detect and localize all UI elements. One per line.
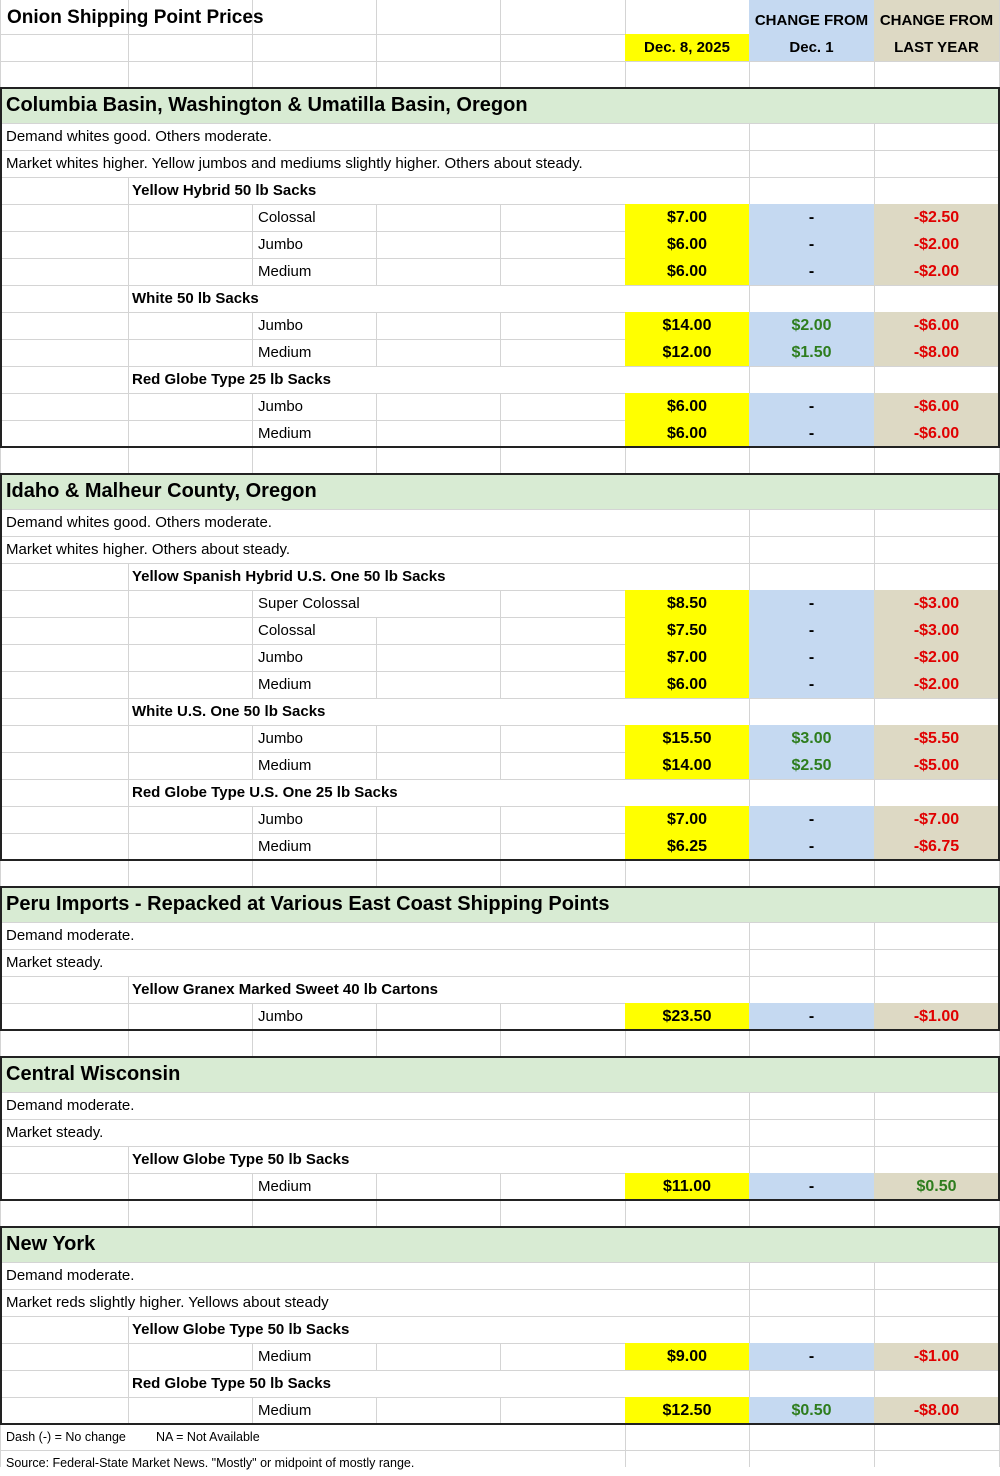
change-year-value: -$1.00 (913, 1008, 960, 1025)
change-week-value: - (808, 398, 815, 415)
product-label: Yellow Spanish Hybrid U.S. One 50 lb Sacks (132, 568, 446, 585)
price-value: $7.50 (666, 622, 708, 639)
product-label: Yellow Globe Type 50 lb Sacks (132, 1151, 350, 1168)
change-year-value: $0.50 (916, 1178, 957, 1195)
change-week-value: $3.00 (791, 730, 832, 747)
section-title: New York (6, 1233, 96, 1255)
change-week-value: - (808, 1178, 815, 1195)
size-label: Medium (258, 757, 312, 774)
change-week-value: - (808, 236, 815, 253)
market-text: Market reds slightly higher. Yellows about steady (6, 1294, 329, 1311)
change-year-value: -$2.00 (913, 649, 960, 666)
product-label: Red Globe Type U.S. One 25 lb Sacks (132, 784, 398, 801)
change-year-value: -$2.00 (913, 676, 960, 693)
change-year-value: -$6.75 (913, 838, 960, 855)
product-label: White 50 lb Sacks (132, 290, 259, 307)
demand-text: Demand moderate. (6, 1267, 135, 1284)
price-value: $6.00 (666, 425, 708, 442)
price-value: $7.00 (666, 811, 708, 828)
demand-text: Demand whites good. Others moderate. (6, 514, 272, 531)
market-text: Market steady. (6, 954, 104, 971)
size-label: Jumbo (258, 649, 304, 666)
section-title: Peru Imports - Repacked at Various East Coast Shipping Points (6, 893, 610, 915)
size-label: Medium (258, 263, 312, 280)
price-value: $7.00 (666, 209, 708, 226)
size-label: Jumbo (258, 236, 304, 253)
size-label: Medium (258, 676, 312, 693)
change-year-value: -$8.00 (913, 344, 960, 361)
size-label: Super Colossal (258, 595, 360, 612)
price-value: $8.50 (666, 595, 708, 612)
change-year-value: -$1.00 (913, 1348, 960, 1365)
price-value: $11.00 (662, 1178, 712, 1195)
change-week-value: - (808, 263, 815, 280)
demand-text: Demand whites good. Others moderate. (6, 128, 272, 145)
product-label: Red Globe Type 25 lb Sacks (132, 371, 331, 388)
price-value: $6.00 (666, 263, 708, 280)
change-year-value: -$7.00 (913, 811, 960, 828)
market-text: Market whites higher. Others about steady. (6, 541, 291, 558)
price-value: $14.00 (662, 317, 712, 334)
source-note: Source: Federal-State Market News. "Mostly" or midpoint of mostly range. (6, 1456, 415, 1470)
change-week-value: - (808, 1008, 815, 1025)
price-value: $12.00 (662, 344, 712, 361)
change-year-title: CHANGE FROM (879, 12, 994, 29)
price-value: $7.00 (666, 649, 708, 666)
change-week-value: - (808, 1348, 815, 1365)
change-week-value: - (808, 811, 815, 828)
section-title: Central Wisconsin (6, 1063, 181, 1085)
size-label: Medium (258, 1402, 312, 1419)
demand-text: Demand moderate. (6, 927, 135, 944)
price-value: $15.50 (662, 730, 712, 747)
price-value: $6.25 (666, 838, 708, 855)
change-week-value: $0.50 (791, 1402, 832, 1419)
size-label: Jumbo (258, 730, 304, 747)
change-year-value: -$6.00 (913, 398, 960, 415)
change-week-value: $2.50 (791, 757, 832, 774)
change-year-value: -$2.00 (913, 236, 960, 253)
price-value: $6.00 (666, 398, 708, 415)
change-week-value: - (808, 676, 815, 693)
product-label: Yellow Globe Type 50 lb Sacks (132, 1321, 350, 1338)
change-year-value: -$6.00 (913, 317, 960, 334)
price-value: $6.00 (666, 236, 708, 253)
price-value: $23.50 (662, 1008, 712, 1025)
change-week-value: $1.50 (791, 344, 832, 361)
product-label: White U.S. One 50 lb Sacks (132, 703, 326, 720)
section-title: Idaho & Malheur County, Oregon (6, 480, 317, 502)
change-year-value: -$3.00 (913, 595, 960, 612)
size-label: Jumbo (258, 1008, 304, 1025)
price-value: $14.00 (662, 757, 712, 774)
market-text: Market steady. (6, 1124, 104, 1141)
change-year-value: -$5.50 (913, 730, 960, 747)
size-label: Jumbo (258, 398, 304, 415)
demand-text: Demand moderate. (6, 1097, 135, 1114)
change-year-value: -$2.00 (913, 263, 960, 280)
change-week-header: Dec. 1 (789, 39, 834, 56)
product-label: Yellow Hybrid 50 lb Sacks (132, 182, 317, 199)
price-value: $12.50 (662, 1402, 712, 1419)
size-label: Medium (258, 838, 312, 855)
change-week-value: $2.00 (791, 317, 832, 334)
change-week-value: - (808, 622, 815, 639)
size-label: Colossal (258, 622, 316, 639)
size-label: Medium (258, 344, 312, 361)
legend-dash: Dash (-) = No change (6, 1430, 126, 1444)
product-label: Yellow Granex Marked Sweet 40 lb Cartons (132, 981, 438, 998)
change-week-value: - (808, 649, 815, 666)
legend-na: NA = Not Available (156, 1430, 260, 1444)
change-year-value: -$2.50 (913, 209, 960, 226)
change-week-value: - (808, 838, 815, 855)
change-year-value: -$8.00 (913, 1402, 960, 1419)
section-title: Columbia Basin, Washington & Umatilla Basin, Oregon (6, 94, 528, 116)
change-week-value: - (808, 209, 815, 226)
change-week-value: - (808, 425, 815, 442)
size-label: Medium (258, 1348, 312, 1365)
size-label: Jumbo (258, 811, 304, 828)
size-label: Medium (258, 1178, 312, 1195)
size-label: Medium (258, 425, 312, 442)
change-year-value: -$5.00 (913, 757, 960, 774)
market-text: Market whites higher. Yellow jumbos and mediums slightly higher. Others about steady. (6, 155, 583, 172)
price-value: $9.00 (666, 1348, 708, 1365)
change-year-value: -$3.00 (913, 622, 960, 639)
size-label: Jumbo (258, 317, 304, 334)
price-value: $6.00 (666, 676, 708, 693)
change-year-value: -$6.00 (913, 425, 960, 442)
change-week-title: CHANGE FROM (754, 12, 869, 29)
change-week-value: - (808, 595, 815, 612)
date-column-header: Dec. 8, 2025 (644, 39, 730, 56)
size-label: Colossal (258, 209, 316, 226)
page-title: Onion Shipping Point Prices (7, 7, 264, 28)
change-year-header: LAST YEAR (894, 39, 979, 56)
product-label: Red Globe Type 50 lb Sacks (132, 1375, 331, 1392)
